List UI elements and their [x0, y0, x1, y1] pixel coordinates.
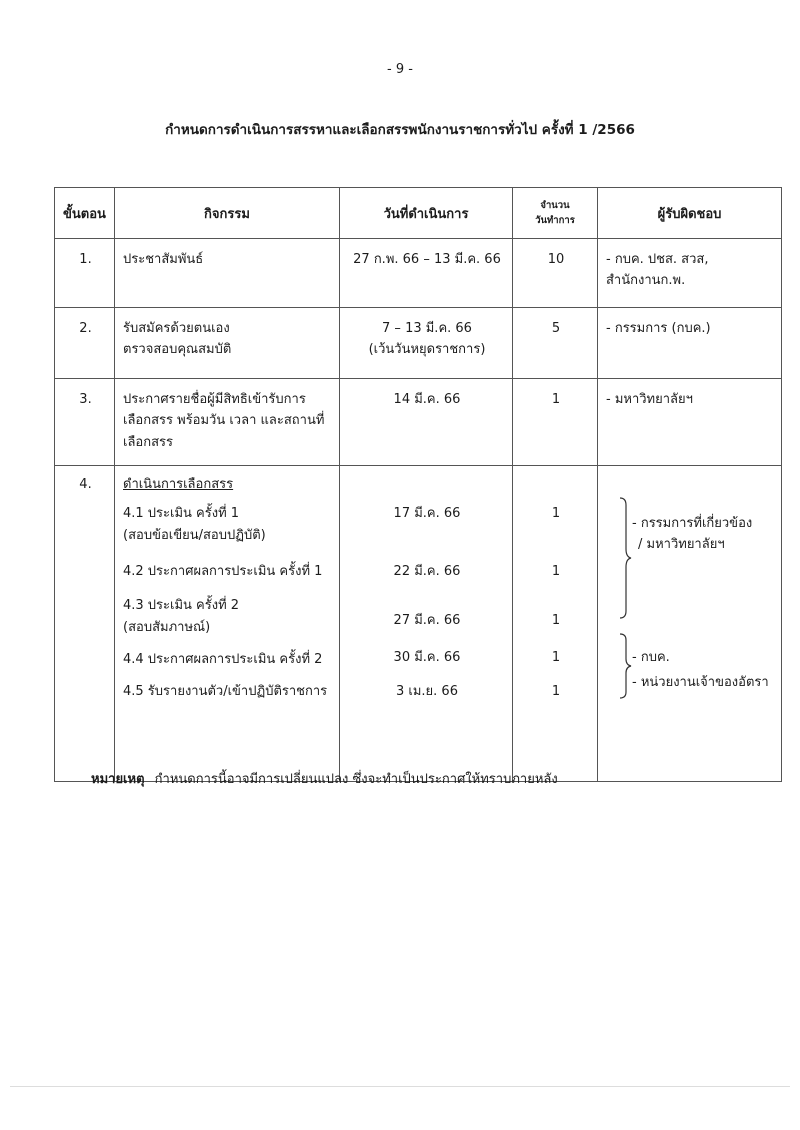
row-days: 10 — [513, 239, 598, 308]
table-row — [55, 466, 782, 782]
row-date — [340, 466, 513, 782]
sub-days: 1 — [551, 613, 561, 628]
row-step: 4. — [55, 466, 115, 782]
row-step: 2. — [55, 308, 115, 379]
row-responsible — [598, 379, 782, 466]
document-title: กำหนดการดำเนินการสรรหาและเลือกสรรพนักงานราชการทั่วไป ครั้งที่ 1 /2566 — [165, 122, 635, 138]
responsible-group-2 — [632, 647, 775, 694]
row-activity — [115, 379, 340, 466]
footnote-text: กำหนดการนี้อาจมีการเปลี่ยนแปลง ซึ่งจะทำเป็นประกาศให้ทราบภายหลัง — [154, 772, 558, 787]
sub-activity-list — [123, 495, 333, 773]
date-line: 14 มี.ค. 66 — [393, 392, 461, 407]
date-line: (เว้นวันหยุดราชการ) — [368, 342, 486, 358]
row-days: 5 — [513, 308, 598, 379]
responsible-line: / มหาวิทยาลัยฯ — [638, 537, 725, 553]
sub-date: 30 มี.ค. 66 — [393, 650, 461, 665]
sub-days: 1 — [551, 506, 561, 521]
responsible-line: - หน่วยงานเจ้าของอัตรา — [632, 675, 769, 691]
header-activity: กิจกรรม — [115, 188, 340, 239]
row-activity — [115, 466, 340, 782]
sub-activity-line: (สอบสัมภาษณ์) — [123, 619, 211, 635]
responsible-line: - กรรมการ (กบค.) — [606, 321, 711, 336]
sub-item-4-1 — [123, 503, 333, 546]
date-line: 7 – 13 มี.ค. 66 — [382, 321, 472, 336]
activity-line: ประชาสัมพันธ์ — [123, 252, 204, 267]
table-row — [55, 239, 782, 308]
curly-brace-icon — [618, 633, 632, 699]
header-days-line2: วันทำการ — [535, 215, 575, 226]
sub-date: 3 เม.ย. 66 — [396, 684, 458, 699]
sub-item-4-5 — [123, 681, 333, 702]
date-line: 27 ก.พ. 66 – 13 มี.ค. 66 — [353, 252, 501, 267]
sub-activity-line: 4.5 รับรายงานตัว/เข้าปฏิบัติราชการ — [123, 684, 328, 700]
table-header-row — [55, 188, 782, 239]
responsible-line: - กบค. — [632, 650, 670, 665]
footnote — [91, 768, 558, 789]
row-responsible — [598, 466, 782, 782]
row-date — [340, 308, 513, 379]
header-step: ขั้นตอน — [55, 188, 115, 239]
schedule-table — [54, 187, 782, 782]
row-responsible — [598, 308, 782, 379]
table-row — [55, 308, 782, 379]
row-date — [340, 379, 513, 466]
header-working-days — [513, 188, 598, 239]
sub-item-4-3 — [123, 595, 333, 638]
activity-line: ตรวจสอบคุณสมบัติ — [123, 342, 232, 358]
row-date — [340, 239, 513, 308]
responsible-line: - กบค. ปชส. สวส, — [606, 252, 709, 267]
row-activity — [115, 308, 340, 379]
sub-date: 22 มี.ค. 66 — [393, 564, 461, 579]
activity-line: รับสมัครด้วยตนเอง — [123, 321, 230, 336]
sub-activity-line: 4.1 ประเมิน ครั้งที่ 1 — [123, 506, 240, 522]
row-activity — [115, 239, 340, 308]
responsible-line: - มหาวิทยาลัยฯ — [606, 392, 693, 407]
sub-date-list — [348, 495, 506, 773]
sub-item-4-4 — [123, 649, 333, 670]
row-step: 3. — [55, 379, 115, 466]
sub-activity-line: 4.2 ประกาศผลการประเมิน ครั้งที่ 1 — [123, 564, 323, 580]
table-row — [55, 379, 782, 466]
curly-brace-icon — [618, 497, 632, 619]
sub-days: 1 — [551, 650, 561, 665]
row-days: 1 — [513, 379, 598, 466]
brace-group-2 — [618, 633, 632, 699]
sub-activity-line: (สอบข้อเขียน/สอบปฏิบัติ) — [123, 527, 266, 543]
activity-line: เลือกสรร — [123, 434, 173, 450]
sub-days-list — [521, 495, 591, 773]
row-responsible — [598, 239, 782, 308]
responsible-groups — [606, 495, 775, 773]
header-responsible: ผู้รับผิดชอบ — [598, 188, 782, 239]
header-days-line1: จำนวน — [540, 199, 570, 211]
sub-days: 1 — [551, 684, 561, 699]
footnote-label: หมายเหตุ — [91, 772, 145, 787]
sub-date: 17 มี.ค. 66 — [393, 506, 461, 521]
page-edge-line — [10, 1086, 790, 1087]
row-step: 1. — [55, 239, 115, 308]
sub-activity-line: 4.3 ประเมิน ครั้งที่ 2 — [123, 598, 240, 614]
row-days — [513, 466, 598, 782]
sub-item-4-2 — [123, 561, 333, 582]
responsible-line: สำนักงานก.พ. — [606, 273, 686, 289]
header-date: วันที่ดำเนินการ — [340, 188, 513, 239]
activity-line: เลือกสรร พร้อมวัน เวลา และสถานที่ — [123, 413, 325, 429]
responsible-group-1 — [632, 513, 775, 556]
brace-group-1 — [618, 497, 632, 619]
page-number: - 9 - — [387, 62, 413, 77]
selection-heading: ดำเนินการเลือกสรร — [123, 477, 234, 492]
responsible-line: - กรรมการที่เกี่ยวข้อง — [632, 516, 753, 531]
activity-line: ประกาศรายชื่อผู้มีสิทธิเข้ารับการ — [123, 392, 306, 407]
sub-days: 1 — [551, 564, 561, 579]
sub-date: 27 มี.ค. 66 — [393, 613, 461, 628]
sub-activity-line: 4.4 ประกาศผลการประเมิน ครั้งที่ 2 — [123, 652, 323, 668]
